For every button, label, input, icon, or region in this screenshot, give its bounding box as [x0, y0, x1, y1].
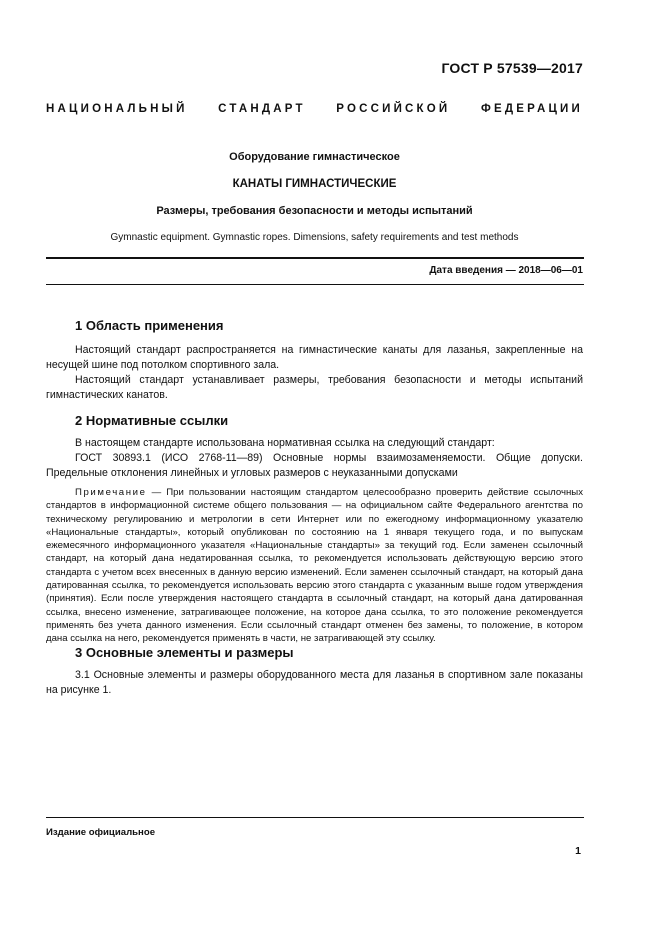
document-subject: Оборудование гимнастическое — [229, 151, 400, 163]
introduction-date: Дата введения — 2018—06—01 — [429, 265, 583, 276]
document-title: КАНАТЫ ГИМНАСТИЧЕСКИЕ — [232, 178, 397, 190]
document-subtitle: Размеры, требования безопасности и методы испытаний — [156, 205, 473, 217]
section-2-body — [46, 436, 583, 481]
section-1-heading: 1 Область применения — [75, 318, 224, 333]
section-2-paragraph-2: ГОСТ 30893.1 (ИСО 2768-11—89) Основные нормы взаимозаменяемости. Общие допуски. Предельные отклонения линейных и угловых размеров с неуказанными допусками — [46, 452, 583, 479]
section-3-body — [46, 668, 583, 698]
section-2-note — [46, 486, 583, 646]
page-number: 1 — [575, 845, 581, 857]
section-1-paragraph-1: Настоящий стандарт распространяется на гимнастические канаты для лазанья, закрепленные на несущей шине под потолком спортивного зала. — [46, 344, 583, 371]
section-2-paragraph-1: В настоящем стандарте использована нормативная ссылка на следующий стандарт: — [75, 437, 495, 449]
document-code: ГОСТ Р 57539—2017 — [441, 60, 583, 76]
english-title: Gymnastic equipment. Gymnastic ropes. Dimensions, safety requirements and test methods — [110, 232, 519, 243]
section-3-heading: 3 Основные элементы и размеры — [75, 645, 294, 660]
note-text: — При пользовании настоящим стандартом целесообразно проверить действие ссылочных стандартов в информационной системе общего пользования — на официальном сайте Федерального агентства по техническому регулированию и метрологии в сети Интернет или по ежегодному информационному указателю «Национальные стандарты», который опубликован по состоянию на 1 января текущего года, и по выпускам ежемесячного информационного указателя «Национальные стандарты» за текущий год. Если заменен ссылочный стандарт, на который дана недатированная ссылка, то рекомендуется использовать действующую версию этого стандарта с учетом всех внесенных в данную версию изменений. Если заменен ссылочный стандарт, на который дана датированная ссылка, то рекомендуется использовать версию этого стандарта с указанным выше годом утверждения (принятия). Если после утверждения настоящего стандарта в ссылочный стандарт, на который дана датированная ссылка, внесено изменение, затрагивающее положение, на которое дана ссылка, то это положение рекомендуется применять без учета данного изменения. Если ссылочный стандарт отменен без замены, то положение, в котором дана ссылка на него, рекомендуется применять в части, не затрагивающей эту ссылку. — [46, 487, 583, 645]
national-standard-banner: НАЦИОНАЛЬНЫЙ СТАНДАРТ РОССИЙСКОЙ ФЕДЕРАЦИИ — [46, 103, 583, 115]
section-3-paragraph-1: 3.1 Основные элементы и размеры оборудованного места для лазанья в спортивном зале показаны на рисунке 1. — [46, 669, 583, 696]
note-label: Примечание — [75, 487, 147, 498]
section-2-heading: 2 Нормативные ссылки — [75, 413, 229, 428]
title-divider — [46, 257, 584, 259]
date-divider — [46, 284, 584, 285]
footer-divider — [46, 817, 584, 818]
section-1-paragraph-2: Настоящий стандарт устанавливает размеры, требования безопасности и методы испытаний гимнастических канатов. — [46, 374, 583, 401]
section-1-body — [46, 343, 583, 403]
official-edition-label: Издание официальное — [46, 827, 156, 838]
